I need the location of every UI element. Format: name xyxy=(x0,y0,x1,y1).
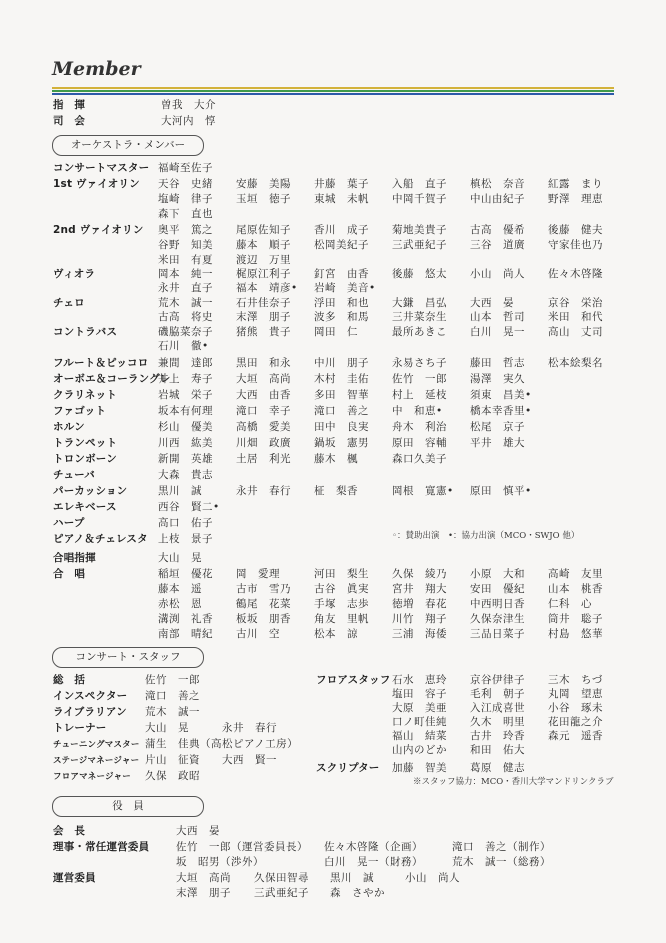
member-name: 古川 空 xyxy=(236,628,280,640)
member-name: 三品日菜子 xyxy=(470,628,525,640)
member-name: 後藤 悠太 xyxy=(392,268,447,280)
member-name: 松本 諒 xyxy=(314,628,358,640)
member-name: 谷野 知美 xyxy=(158,239,213,251)
scripter-name-1: 加藤 智美 xyxy=(392,762,447,774)
member-name: 渡辺 万里 xyxy=(236,254,291,266)
bassoon-label: ファゴット xyxy=(53,405,107,417)
member-name: 多田 智華 xyxy=(314,389,369,401)
member-name: 後藤 健夫 xyxy=(548,224,603,236)
member-name: 米田 有夏 xyxy=(158,254,213,266)
divider-blue xyxy=(52,93,614,95)
member-name: 滝口 善之 xyxy=(314,405,369,417)
member-name: 森下 直也 xyxy=(158,208,213,220)
member-name: 原田 慎平• xyxy=(470,485,532,497)
bass-label: コントラバス xyxy=(53,326,118,338)
member-name: 京谷伊律子 xyxy=(470,674,525,686)
member-name: 原田 容輔 xyxy=(392,437,447,449)
member-name: 花田龍之介 xyxy=(548,716,603,728)
member-name: 三木 ちづ xyxy=(548,674,603,686)
member-name: 川西 紘美 xyxy=(158,437,213,449)
violin1-label: 1st ヴァイオリン xyxy=(53,178,140,190)
member-name: 岩城 栄子 xyxy=(158,389,213,401)
member-name: 三武亜紀子 xyxy=(254,887,309,899)
member-name: 古高 将史 xyxy=(158,311,213,323)
scripter-name-2: 葛原 健志 xyxy=(470,762,525,774)
officers-section-header: 役 員 xyxy=(52,796,204,817)
ebass-label: エレキベース xyxy=(53,501,117,513)
member-name: 村島 悠華 xyxy=(548,628,603,640)
trainer-name-1: 大山 晃 xyxy=(145,722,189,734)
member-name: 久保田智尋 xyxy=(254,872,309,884)
member-name: 入船 直子 xyxy=(392,178,447,190)
member-name: 福山 結菜 xyxy=(392,730,447,742)
member-name: 藤木 楓 xyxy=(314,453,358,465)
member-name: 河田 梨生 xyxy=(314,568,369,580)
member-name: 丸岡 望恵 xyxy=(548,688,603,700)
member-name: 高山 丈司 xyxy=(548,326,603,338)
member-name: 和田 佑大 xyxy=(470,744,525,756)
member-name: 滝口 善之（制作） xyxy=(452,841,551,853)
member-name: 塩崎 律子 xyxy=(158,193,213,205)
member-name: 浮田 和也 xyxy=(314,297,369,309)
member-name: 中 和恵• xyxy=(392,405,443,417)
member-name: 白川 晃一（財務） xyxy=(324,856,423,868)
member-name: 大森 貴志 xyxy=(158,469,213,481)
member-name: 井上 寿子 xyxy=(158,373,213,385)
member-name: 末澤 朋子 xyxy=(236,311,291,323)
flute-label: フルート＆ピッコロ xyxy=(53,357,149,369)
member-name: 最所あきこ xyxy=(392,326,447,338)
member-name: 川竹 翔子 xyxy=(392,613,447,625)
member-name: 杉山 優美 xyxy=(158,421,213,433)
member-name: 久木 明里 xyxy=(470,716,525,728)
member-name: 手塚 志歩 xyxy=(314,598,369,610)
chorus-director-name: 大山 晃 xyxy=(158,552,202,564)
member-name: 井藤 葉子 xyxy=(314,178,369,190)
member-name: 久保奈津生 xyxy=(470,613,525,625)
member-name: 柾 梨香 xyxy=(314,485,358,497)
divider-green xyxy=(52,90,614,92)
member-name: 坂 昭男（渉外） xyxy=(176,856,264,868)
member-name: 三浦 海倭 xyxy=(392,628,447,640)
concertmaster-name: 福崎至佐子 xyxy=(158,162,213,174)
member-name: 徳増 春花 xyxy=(392,598,447,610)
member-name: 森口久美子 xyxy=(392,453,447,465)
tuning-name: 蒲生 佳典（高松ピアノ工房） xyxy=(145,738,299,750)
librarian-name: 荒木 誠一 xyxy=(145,706,200,718)
member-name: 末澤 朋子 xyxy=(176,887,231,899)
stage-name-2: 大西 賢一 xyxy=(222,754,277,766)
member-name: 鶴尾 花菜 xyxy=(236,598,291,610)
tuba-label: チューバ xyxy=(53,469,95,481)
member-name: 村上 延枝 xyxy=(392,389,447,401)
member-name: 小谷 琢未 xyxy=(548,702,603,714)
member-name: 塩田 容子 xyxy=(392,688,447,700)
member-name: 守家佳也乃 xyxy=(548,239,603,251)
member-name: 湯澤 実久 xyxy=(470,373,525,385)
member-name: 森元 遥香 xyxy=(548,730,603,742)
member-name: 石水 恵玲 xyxy=(392,674,447,686)
member-name: 高口 佑子 xyxy=(158,517,213,529)
general-label: 総 括 xyxy=(53,674,86,686)
member-name: 荒木 誠一（総務） xyxy=(452,856,551,868)
member-name: 古高 優希 xyxy=(470,224,525,236)
clarinet-label: クラリネット xyxy=(53,389,117,401)
member-name: 土居 利光 xyxy=(236,453,291,465)
member-name: 中山由紀子 xyxy=(470,193,525,205)
member-name: 溝渕 礼香 xyxy=(158,613,213,625)
member-name: 入江成喜世 xyxy=(470,702,525,714)
viola-label: ヴィオラ xyxy=(53,268,96,280)
member-name: 岡 愛理 xyxy=(236,568,280,580)
member-name: 佐竹 一郎（運営委員長） xyxy=(176,841,308,853)
member-name: 木村 圭佑 xyxy=(314,373,369,385)
stage-name-1: 片山 征資 xyxy=(145,754,200,766)
member-name: 中川 朋子 xyxy=(314,357,369,369)
member-name: 山内のどか xyxy=(392,744,447,756)
member-name: 須東 昌美• xyxy=(470,389,532,401)
member-name: 菊地美貴子 xyxy=(392,224,447,236)
member-name: 小原 大和 xyxy=(470,568,525,580)
divider-yellow xyxy=(52,87,614,89)
percussion-label: パーカッション xyxy=(53,485,128,497)
member-name: 香川 成子 xyxy=(314,224,369,236)
member-name: 佐々木啓隆 xyxy=(548,268,603,280)
conductor-label: 指 揮 xyxy=(53,99,86,111)
member-name: 高橋 愛美 xyxy=(236,421,291,433)
librarian-label: ライブラリアン xyxy=(53,706,127,718)
member-name: 大鎌 昌弘 xyxy=(392,297,447,309)
trainer-label: トレーナー xyxy=(53,722,107,734)
member-name: 磯脇菜奈子 xyxy=(158,326,213,338)
member-name: 永井 春行 xyxy=(236,485,291,497)
member-name: 槙松 奈音 xyxy=(470,178,525,190)
member-name: 藤本 順子 xyxy=(236,239,291,251)
member-name: 永井 直子 xyxy=(158,282,213,294)
member-name: 黒川 誠 xyxy=(330,872,374,884)
member-name: 板坂 朋香 xyxy=(236,613,291,625)
member-name: 坂本有何理 xyxy=(158,405,213,417)
violin2-label: 2nd ヴァイオリン xyxy=(53,224,144,236)
trumpet-label: トランペット xyxy=(53,437,118,449)
member-name: 梶原江利子 xyxy=(236,268,291,280)
stage-label: ステージマネージャー xyxy=(53,756,140,766)
member-name: 古谷 眞実 xyxy=(314,583,369,595)
floor-manager-label: フロアマネージャー xyxy=(53,772,131,782)
member-name: 小山 尚人 xyxy=(470,268,525,280)
member-name: 東城 未帆 xyxy=(314,193,369,205)
member-name: 猪熊 貴子 xyxy=(236,326,291,338)
member-name: 岩崎 美音• xyxy=(314,282,376,294)
member-name: 紅露 まり xyxy=(548,178,603,190)
member-name: 三谷 道廣 xyxy=(470,239,525,251)
member-name: 稲垣 優花 xyxy=(158,568,213,580)
member-name: 鍋坂 憲男 xyxy=(314,437,369,449)
member-name: 口ノ町佳純 xyxy=(392,716,447,728)
member-name: 筒井 聡子 xyxy=(548,613,603,625)
member-name: 宮井 翔大 xyxy=(392,583,447,595)
member-name: 松尾 京子 xyxy=(470,421,525,433)
member-name: 大垣 高尚 xyxy=(236,373,291,385)
member-name: 尾原佐知子 xyxy=(236,224,291,236)
scripter-label: スクリプター xyxy=(316,762,380,774)
member-name: 玉垣 徳子 xyxy=(236,193,291,205)
inspector-name: 滝口 善之 xyxy=(145,690,200,702)
member-name: 西谷 賢二• xyxy=(158,501,220,513)
member-name: 安藤 美陽 xyxy=(236,178,291,190)
member-name: 毛利 朝子 xyxy=(470,688,525,700)
member-name: 上枝 景子 xyxy=(158,533,213,545)
member-name: 平井 雄大 xyxy=(470,437,525,449)
chorus-label: 合 唱 xyxy=(53,568,86,580)
member-name: 川畑 政廣 xyxy=(236,437,291,449)
member-name: 米田 和代 xyxy=(548,311,603,323)
orchestra-section-header: オーケストラ・メンバー xyxy=(52,135,204,156)
chair-name: 大西 晏 xyxy=(176,825,220,837)
member-name: 永易さち子 xyxy=(392,357,447,369)
member-name: 滝口 幸子 xyxy=(236,405,291,417)
trainer-name-2: 永井 春行 xyxy=(222,722,277,734)
member-name: 山本 哲司 xyxy=(470,311,525,323)
member-name: 赤松 恩 xyxy=(158,598,202,610)
member-name: 藤田 哲志 xyxy=(470,357,525,369)
member-name: 松岡美紀子 xyxy=(314,239,369,251)
member-name: 天谷 史緒 xyxy=(158,178,213,190)
member-name: 山本 桃香 xyxy=(548,583,603,595)
member-name: 石川 徹• xyxy=(158,340,209,352)
member-name: 橋本幸香里• xyxy=(470,405,532,417)
general-name: 佐竹 一郎 xyxy=(145,674,200,686)
oboe-label: オーボエ＆コーラングレ xyxy=(53,373,171,385)
member-name: 三武亜紀子 xyxy=(392,239,447,251)
member-name: 大西 晏 xyxy=(470,297,514,309)
floor-manager-name: 久保 政昭 xyxy=(145,770,200,782)
member-name: 石井佳奈子 xyxy=(236,297,291,309)
member-name: 安田 優紀 xyxy=(470,583,525,595)
member-name: 藤本 遥 xyxy=(158,583,202,595)
member-name: 野澤 理恵 xyxy=(548,193,603,205)
member-name: 黒川 誠 xyxy=(158,485,202,497)
mc-label: 司 会 xyxy=(53,115,86,127)
member-name: 松本絵梨名 xyxy=(548,357,603,369)
member-name: 古井 玲香 xyxy=(470,730,525,742)
member-name: 岡田 仁 xyxy=(314,326,358,338)
member-name: 仁科 心 xyxy=(548,598,592,610)
floor-staff-label: フロアスタッフ xyxy=(316,674,391,686)
inspector-label: インスペクター xyxy=(53,690,128,702)
tuning-label: チューニングマスター xyxy=(53,740,140,750)
cello-label: チェロ xyxy=(53,297,85,309)
member-name: 荒木 誠一 xyxy=(158,297,213,309)
member-name: 佐々木啓隆（企画） xyxy=(324,841,423,853)
member-name: 久保 綾乃 xyxy=(392,568,447,580)
member-name: 三井菜奈生 xyxy=(392,311,447,323)
trombone-label: トロンボーン xyxy=(53,453,117,465)
mc-name: 大河内 惇 xyxy=(161,115,216,127)
member-name: 福本 靖彦• xyxy=(236,282,298,294)
member-name: 角友 里帆 xyxy=(314,613,369,625)
member-name: 田中 良実 xyxy=(314,421,369,433)
member-name: 黒田 和永 xyxy=(236,357,291,369)
member-name: 兼間 達郎 xyxy=(158,357,213,369)
chair-label: 会 長 xyxy=(53,825,86,837)
board-label: 理事・常任運営委員 xyxy=(53,841,150,853)
staff-section-header: コンサート・スタッフ xyxy=(52,647,204,668)
member-name: 大原 美亜 xyxy=(392,702,447,714)
member-name: 岡本 純一 xyxy=(158,268,213,280)
staff-note: ※スタッフ協力：MCO・香川大学マンドリンクラブ xyxy=(413,777,614,787)
member-name: 森 さやか xyxy=(330,887,385,899)
member-name: 白川 晃一 xyxy=(470,326,525,338)
member-name: 大垣 高尚 xyxy=(176,872,231,884)
performer-legend: ◦：賛助出演 •：協力出演（MCO・SWJO 他） xyxy=(392,531,580,541)
member-name: 古市 雪乃 xyxy=(236,583,291,595)
member-name: 大西 由香 xyxy=(236,389,291,401)
committee-label: 運営委員 xyxy=(53,872,96,884)
member-name: 京谷 栄治 xyxy=(548,297,603,309)
member-name: 中西明日香 xyxy=(470,598,525,610)
member-name: 岡根 寛憲• xyxy=(392,485,454,497)
member-name: 釘宮 由香 xyxy=(314,268,369,280)
horn-label: ホルン xyxy=(53,421,85,433)
page-title: Member xyxy=(52,58,141,80)
piano-label: ピアノ＆チェレスタ xyxy=(53,533,148,545)
member-name: 波多 和馬 xyxy=(314,311,369,323)
harp-label: ハープ xyxy=(53,517,85,529)
chorus-director-label: 合唱指揮 xyxy=(53,552,96,564)
member-name: 高崎 友里 xyxy=(548,568,603,580)
member-name: 南部 晴紀 xyxy=(158,628,213,640)
member-name: 奥平 篤之 xyxy=(158,224,213,236)
member-name: 小山 尚人 xyxy=(405,872,460,884)
conductor-name: 曽我 大介 xyxy=(161,99,216,111)
member-name: 舟木 利治 xyxy=(392,421,447,433)
concertmaster-label: コンサートマスター xyxy=(53,162,150,174)
member-name: 佐竹 一郎 xyxy=(392,373,447,385)
member-name: 中岡千賀子 xyxy=(392,193,447,205)
member-name: 新開 英雄 xyxy=(158,453,213,465)
